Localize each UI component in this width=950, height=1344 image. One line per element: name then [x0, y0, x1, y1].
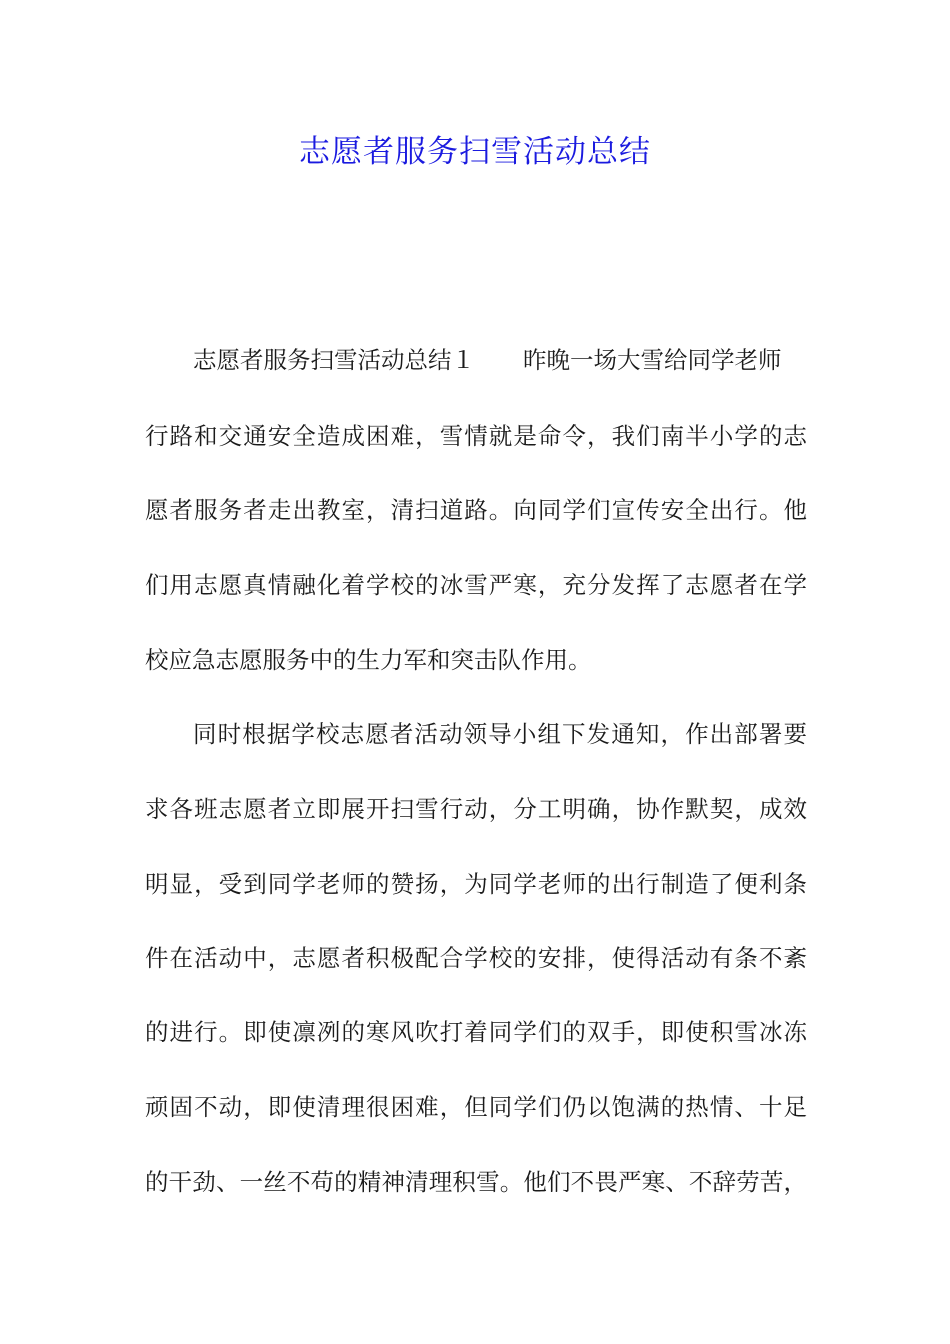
paragraph-2-line-7: 的干劲、一丝不苟的精神清理积雪。他们不畏严寒、不辞劳苦， — [145, 1168, 807, 1196]
paragraph-2-line-4: 件在活动中，志愿者积极配合学校的安排，使得活动有条不紊 — [145, 944, 807, 972]
document-title: 志愿者服务扫雪活动总结 — [299, 134, 651, 170]
paragraph-2-line-6: 顽固不动，即使清理很困难，但同学们仍以饱满的热情、十足 — [145, 1093, 807, 1121]
paragraph-2-line-5: 的进行。即使凛冽的寒风吹打着同学们的双手，即使积雪冰冻 — [145, 1018, 807, 1046]
paragraph-1-line-4: 们用志愿真情融化着学校的冰雪严寒，充分发挥了志愿者在学 — [145, 571, 807, 599]
paragraph-2-line-1: 同时根据学校志愿者活动领导小组下发通知，作出部署要 — [193, 720, 807, 748]
paragraph-1-line-3: 愿者服务者走出教室，清扫道路。向同学们宣传安全出行。他 — [145, 496, 807, 524]
paragraph-2-line-3: 明显，受到同学老师的赞扬，为同学老师的出行制造了便利条 — [145, 870, 807, 898]
paragraph-1-line-1-text: 昨晚一场大雪给同学老师 — [523, 346, 782, 374]
paragraph-1-heading: 志愿者服务扫雪活动总结１ — [193, 346, 475, 374]
paragraph-1-line-1 — [193, 340, 807, 380]
paragraph-1-line-5: 校应急志愿服务中的生力军和突击队作用。 — [145, 646, 592, 674]
paragraph-2-line-2: 求各班志愿者立即展开扫雪行动，分工明确，协作默契，成效 — [145, 795, 807, 823]
paragraph-1-line-2: 行路和交通安全造成困难，雪情就是命令，我们南半小学的志 — [145, 422, 807, 450]
